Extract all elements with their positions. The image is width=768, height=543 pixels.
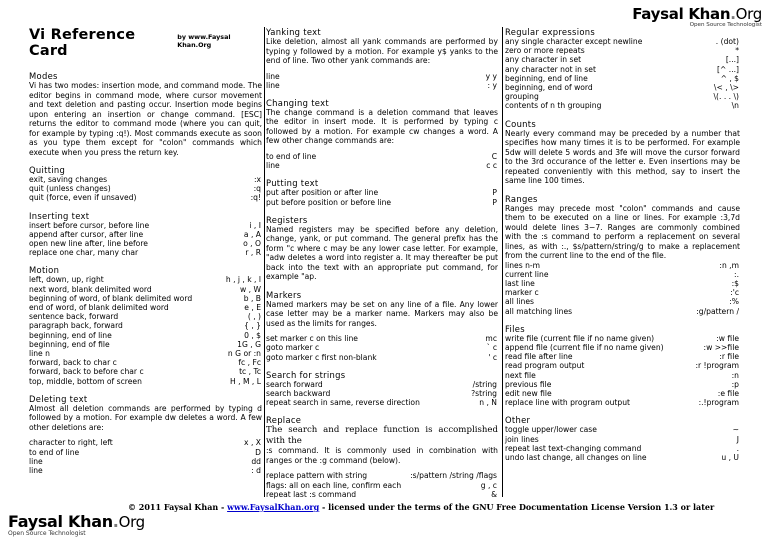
command-row <box>505 83 740 92</box>
command-description: beginning, end of word <box>505 83 593 93</box>
command-description: beginning, end of file <box>29 339 110 349</box>
command-row <box>266 481 498 490</box>
replace-list <box>266 471 498 499</box>
command-description: write file (current file if no name given) <box>505 333 655 343</box>
command-row <box>29 230 262 239</box>
command-key: \n <box>731 101 739 111</box>
command-key: C <box>491 151 497 161</box>
command-row <box>266 380 498 389</box>
command-row <box>29 457 262 466</box>
footer-prefix: © 2011 Faysal Khan - <box>128 502 228 512</box>
command-description: read file after line <box>505 352 573 362</box>
command-row <box>505 297 740 306</box>
command-key: i , I <box>249 220 261 230</box>
command-key: o , O <box>243 239 261 249</box>
command-description: join lines <box>505 434 539 444</box>
ranges-list <box>505 261 740 316</box>
command-row <box>266 490 498 499</box>
command-description: forward, back to before char c <box>29 367 144 377</box>
command-key: :'c <box>730 288 739 298</box>
command-row <box>505 425 740 434</box>
command-description: replace pattern with string <box>266 471 368 481</box>
files-list <box>505 334 740 408</box>
section-heading-counts: Counts <box>505 118 537 129</box>
command-key: :q! <box>250 193 261 203</box>
section-heading-search: Search for strings <box>266 369 346 380</box>
command-key: b , B <box>243 293 261 303</box>
command-description: line <box>29 465 43 475</box>
column-1 <box>29 27 262 475</box>
command-description: append after cursor, after line <box>29 229 144 239</box>
command-row <box>505 398 740 407</box>
command-row <box>29 466 262 475</box>
command-key: { , } <box>244 321 261 331</box>
command-key: [^ ...] <box>717 64 739 74</box>
command-row <box>266 161 498 170</box>
command-row <box>505 361 740 370</box>
command-description: replace one char, many char <box>29 248 139 258</box>
command-row <box>29 239 262 248</box>
section-heading-other: Other <box>505 415 531 426</box>
command-description: marker c <box>505 288 539 298</box>
command-description: flags: all on each line, confirm each <box>266 480 402 490</box>
command-row <box>505 307 740 316</box>
brand-org: Org <box>735 5 762 23</box>
command-row <box>29 175 262 184</box>
command-key: P <box>492 197 497 207</box>
command-key: ` c <box>486 343 497 353</box>
command-row <box>505 279 740 288</box>
command-row <box>505 334 740 343</box>
command-description: end of word, of blank delimited word <box>29 303 169 313</box>
command-row <box>29 275 262 284</box>
markers-list <box>266 334 498 362</box>
command-key: n G or :n <box>227 349 261 359</box>
inserting-list <box>29 221 262 258</box>
command-key: :x <box>253 175 261 184</box>
command-row <box>29 248 262 257</box>
command-row <box>266 343 498 352</box>
command-row <box>505 55 740 64</box>
command-description: repeat last text-changing command <box>505 443 642 453</box>
command-description: zero or more repeats <box>505 46 585 56</box>
command-description: toggle upper/lower case <box>505 425 597 435</box>
command-key: [...] <box>725 55 739 65</box>
command-key: /string <box>472 379 497 389</box>
command-row <box>29 312 262 321</box>
command-key: a , A <box>243 229 261 239</box>
command-description: left, down, up, right <box>29 275 104 285</box>
footer-link[interactable]: www.FaysalKhan.org <box>227 502 320 512</box>
section-heading-modes: Modes <box>29 71 58 81</box>
command-row <box>266 389 498 398</box>
command-row <box>266 353 498 362</box>
command-key: ( , ) <box>247 312 261 322</box>
regex-list <box>505 37 740 111</box>
command-key: tc , Tc <box>239 367 261 377</box>
motion-list <box>29 275 262 385</box>
command-description: goto marker c <box>266 343 320 353</box>
command-key: :w >>file <box>703 343 739 353</box>
command-key: fc , Fc <box>238 358 261 368</box>
command-key: c c <box>486 161 497 171</box>
command-description: set marker c on this line <box>266 334 358 344</box>
registers-text: Named registers may be specified before any deletion, change, yank, or put command. The general prefix has the form "c where c may be any lower case letter. For example, "adw deletes a word into register a. It may thereafter be put back into the text with an appropriate put command, for example "ap. <box>266 224 498 282</box>
command-key: e , E <box>244 303 261 313</box>
command-description: line <box>266 80 280 90</box>
command-description: line n <box>29 349 50 359</box>
command-description: current line <box>505 269 549 279</box>
ranges-text: Ranges may precede most "colon" commands and cause them to be executed on a line or lines. For example :3,7d would delete lines 3−7. Ranges are commonly combined with the :s command to perform a replacement on several lines, as with :., $s/pattern/string/g to make a replacement from the current line to the end of the file. <box>505 203 740 261</box>
command-row <box>505 343 740 352</box>
command-key: :w file <box>716 333 739 343</box>
command-key: & <box>491 489 497 499</box>
command-description: goto marker c first non-blank <box>266 352 377 362</box>
command-row <box>266 72 498 81</box>
command-description: any single character except newline <box>505 37 643 46</box>
command-key: mc <box>485 334 497 344</box>
command-key: D <box>255 447 261 457</box>
brand-dot: . <box>730 5 736 23</box>
command-description: previous file <box>505 379 552 389</box>
command-key: :n <box>731 370 739 380</box>
command-description: forward, back to char c <box>29 358 117 368</box>
yanking-list <box>266 72 498 90</box>
command-row <box>266 152 498 161</box>
command-description: line <box>266 161 280 171</box>
command-key: . <box>736 443 739 453</box>
column-divider-1 <box>264 27 265 497</box>
section-heading-quitting: Quitting <box>29 165 66 175</box>
command-row <box>505 261 740 270</box>
command-row <box>505 74 740 83</box>
section-heading-putting: Putting text <box>266 178 319 189</box>
command-description: append file (current file if no name given) <box>505 343 664 353</box>
command-row <box>505 389 740 398</box>
command-description: quit (force, even if unsaved) <box>29 193 137 203</box>
replace-text: :s command. It is commonly used in combination with ranges or the :g command (below). <box>266 446 498 465</box>
command-row <box>29 448 262 457</box>
command-description: beginning, end of line <box>29 330 112 340</box>
brand-org: Org <box>118 513 145 531</box>
command-key: y y <box>485 71 497 81</box>
command-description: search backward <box>266 389 331 399</box>
license-footer <box>128 502 758 512</box>
command-description: exit, saving changes <box>29 175 108 184</box>
brand-logo-bottom[interactable] <box>8 514 145 537</box>
brand-dot: . <box>112 512 119 531</box>
command-description: beginning, end of line <box>505 73 588 83</box>
command-key: * <box>735 46 739 56</box>
page-title: Vi Reference Card <box>29 27 136 59</box>
section-heading-changing: Changing text <box>266 97 329 108</box>
command-row <box>29 184 262 193</box>
command-key: ~ <box>732 425 739 435</box>
brand-tagline: Open Source Technologist <box>8 530 86 537</box>
command-row <box>505 288 740 297</box>
command-key: :% <box>729 297 739 307</box>
command-row <box>266 471 498 480</box>
command-row <box>266 398 498 407</box>
command-description: read program output <box>505 361 585 371</box>
section-heading-registers: Registers <box>266 214 308 225</box>
command-key: :s/pattern /string /flags <box>410 471 497 481</box>
command-key: . (dot) <box>715 37 739 46</box>
command-description: undo last change, all changes on line <box>505 453 647 463</box>
command-row <box>29 358 262 367</box>
putting-list <box>266 188 498 206</box>
brand-tagline: Open Source Technologist <box>689 22 762 28</box>
command-key: ' c <box>488 352 497 362</box>
command-row <box>29 340 262 349</box>
command-description: contents of n th grouping <box>505 101 602 111</box>
command-description: insert before cursor, before line <box>29 220 150 230</box>
command-description: any character not in set <box>505 64 596 74</box>
command-row <box>505 270 740 279</box>
column-divider-2 <box>502 27 503 497</box>
command-key: :$ <box>731 279 739 289</box>
command-description: lines n-m <box>505 260 541 270</box>
command-description: line <box>266 71 280 81</box>
command-key: g , c <box>480 480 497 490</box>
command-row <box>29 193 262 202</box>
column-3 <box>505 27 740 462</box>
search-list <box>266 380 498 408</box>
command-description: any character in set <box>505 55 582 65</box>
command-description: last line <box>505 279 535 289</box>
brand-logo-top[interactable] <box>632 6 762 29</box>
command-key: 1G , G <box>237 339 261 349</box>
command-key: :.!program <box>698 398 739 408</box>
deleting-text: Almost all deletion commands are performed by typing d followed by a motion. For example dw deletes a word. A few other deletions are: <box>29 403 262 432</box>
command-row <box>29 221 262 230</box>
section-heading-yanking: Yanking text <box>266 27 321 37</box>
command-key: :r !program <box>695 361 739 371</box>
command-row <box>29 367 262 376</box>
other-list <box>505 425 740 462</box>
replace-text-serif: The search and replace function is accomplished with the <box>266 425 498 446</box>
section-heading-replace: Replace <box>266 415 302 426</box>
command-description: paragraph back, forward <box>29 321 123 331</box>
command-key: \< , \> <box>713 83 739 93</box>
command-row <box>505 380 740 389</box>
column-2 <box>266 27 498 499</box>
deleting-list <box>29 438 262 475</box>
command-key: :g/pattern / <box>696 306 739 316</box>
command-description: put before position or before line <box>266 197 392 207</box>
command-description: quit (unless changes) <box>29 184 111 194</box>
command-key: x , X <box>244 438 261 448</box>
yanking-text: Like deletion, almost all yank commands are performed by typing y followed by a motion. For example y$ yanks to the end of line. Two other yank commands are: <box>266 37 498 65</box>
command-row <box>266 188 498 197</box>
command-row <box>505 352 740 361</box>
command-description: edit new file <box>505 389 552 399</box>
section-heading-regex: Regular expressions <box>505 27 596 37</box>
command-row <box>29 377 262 386</box>
command-row <box>505 65 740 74</box>
command-key: :e file <box>717 389 739 399</box>
command-row <box>29 349 262 358</box>
command-description: repeat search in same, reverse direction <box>266 398 420 408</box>
command-key: ?string <box>471 389 497 399</box>
command-description: search forward <box>266 379 323 389</box>
command-key: :. <box>734 269 739 279</box>
command-description: beginning of word, of blank delimited word <box>29 293 193 303</box>
command-key: r , R <box>245 248 261 258</box>
command-key: n , N <box>479 398 497 408</box>
command-row <box>505 101 740 110</box>
command-description: next word, blank delimited word <box>29 284 152 294</box>
command-description: character to right, left <box>29 438 113 448</box>
command-key: h , j , k , l <box>225 275 261 285</box>
command-row <box>29 294 262 303</box>
modes-text: Vi has two modes: insertion mode, and command mode. The editor begins in command mode, where cursor movement and text deletion and pasting occur. Insertion mode begins upon entering an insertion or change command. [ESC] returns the editor to command mode (where you can quit, for example by typing :q!). Most commands execute as soon as you type them except for "colon" commands which execute when you press the return key. <box>29 81 262 157</box>
command-description: repeat last :s command <box>266 489 357 499</box>
command-key: : y <box>487 80 497 90</box>
quitting-list <box>29 175 262 203</box>
command-row <box>29 438 262 447</box>
command-description: grouping <box>505 92 539 102</box>
command-description: put after position or after line <box>266 188 379 198</box>
command-key: u , U <box>721 453 739 463</box>
brand-name: Faysal Khan <box>632 5 731 23</box>
command-description: to end of line <box>29 447 80 457</box>
command-description: all lines <box>505 297 534 307</box>
command-key: w , W <box>240 284 261 294</box>
section-heading-markers: Markers <box>266 289 302 300</box>
command-key: 0 , $ <box>244 330 261 340</box>
command-key: :p <box>731 379 739 389</box>
changing-text: The change command is a deletion command that leaves the editor in insert mode. It is performed by typing c followed by a motion. For example cw changes a word. A few other change commands are: <box>266 107 498 146</box>
command-row <box>505 435 740 444</box>
section-heading-motion: Motion <box>29 265 60 276</box>
command-key: dd <box>251 456 261 466</box>
command-key: P <box>492 188 497 198</box>
brand-name: Faysal Khan <box>8 512 113 531</box>
counts-text: Nearly every command may be preceded by a number that specifies how many times it is to be performed. For example 5dw will delete 5 words and 3fe will move the cursor forward to the 3rd occurance of the letter e. Even insertions may be repeated conveniently with this method, say to insert the same line 100 times. <box>505 128 740 186</box>
command-row <box>266 81 498 90</box>
command-row <box>505 444 740 453</box>
command-key: J <box>736 434 739 444</box>
changing-list <box>266 152 498 170</box>
command-row <box>505 92 740 101</box>
command-description: to end of line <box>266 151 317 161</box>
command-description: line <box>29 456 43 466</box>
command-description: open new line after, line before <box>29 239 148 249</box>
command-row <box>266 198 498 207</box>
markers-text: Named markers may be set on any line of a file. Any lower case letter may be a marker name. Markers may also be used as the limits for ranges. <box>266 299 498 328</box>
command-row <box>505 37 740 46</box>
section-heading-files: Files <box>505 323 525 334</box>
command-description: next file <box>505 370 536 380</box>
command-key: : d <box>251 465 261 475</box>
command-key: \(. . . \) <box>713 92 739 102</box>
title-byline: by www.Faysal Khan.Org <box>177 33 231 49</box>
command-row <box>266 334 498 343</box>
command-key: ^ , $ <box>720 73 739 83</box>
section-heading-inserting: Inserting text <box>29 210 90 221</box>
command-row <box>505 371 740 380</box>
command-description: all matching lines <box>505 306 573 316</box>
command-row <box>29 331 262 340</box>
command-key: :n ,m <box>719 260 739 270</box>
command-description: top, middle, bottom of screen <box>29 376 142 386</box>
command-row <box>505 46 740 55</box>
command-row <box>29 303 262 312</box>
command-description: replace line with program output <box>505 398 630 408</box>
command-key: H , M , L <box>230 376 261 386</box>
section-heading-ranges: Ranges <box>505 193 538 204</box>
title-row <box>29 27 262 59</box>
command-description: sentence back, forward <box>29 312 119 322</box>
footer-suffix: - licensed under the terms of the GNU Free Documentation License Version 1.3 or later <box>319 502 715 512</box>
command-row <box>505 453 740 462</box>
command-row <box>29 285 262 294</box>
command-row <box>29 321 262 330</box>
section-heading-deleting: Deleting text <box>29 393 88 404</box>
command-key: :q <box>253 184 261 194</box>
command-key: :r file <box>719 352 739 362</box>
